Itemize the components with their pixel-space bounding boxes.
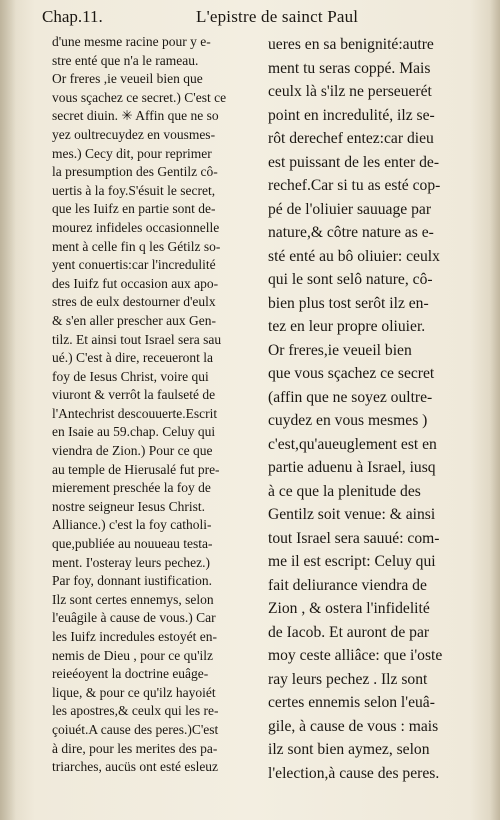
scripture-line: à ce que la plenitude des (268, 482, 421, 500)
commentary-line: à dire, pour les merites des pa- (52, 740, 218, 756)
scripture-line: cuydez en vous mesmes ) (268, 412, 428, 429)
commentary-line: les apostres,& ceulx qui les re- (52, 703, 219, 719)
commentary-line: stre enté que n'a le rameau. (52, 52, 199, 68)
commentary-line: triarches, aucüs ont esté esleuz (52, 759, 219, 775)
commentary-line: des Iuifz fut occasion aux apo- (52, 275, 219, 291)
commentary-line: mes.) Cecy dit, pour reprimer (52, 145, 212, 161)
commentary-line: yez oultrecuydez en vousmes- (52, 126, 216, 142)
commentary-line: & s'en aller prescher aux Gen- (52, 312, 216, 328)
scripture-line: (affin que ne soyez oultre- (268, 388, 433, 406)
scripture-line: c'est,qu'aueuglement est en (268, 435, 437, 453)
scripture-line: Zion , & ostera l'infidelité (268, 600, 430, 617)
running-title: L'epistre de sainct Paul (196, 7, 359, 26)
scripture-line: ceulx là s'ilz ne perseuerét (268, 83, 432, 100)
scripture-line: Gentilz soit venue: & ainsi (268, 506, 436, 523)
scripture-line: rechef.Car si tu as esté cop- (268, 177, 441, 194)
commentary-line: au temple de Hierusalé fut pre- (52, 461, 220, 477)
scripture-line: certes ennemis selon l'euâ- (268, 694, 435, 711)
scripture-line: Or freres,ie veueil bien (268, 341, 412, 359)
scripture-line: de Iacob. Et auront de par (268, 623, 430, 641)
scripture-line: tout Israel sera sauué: com- (268, 529, 440, 547)
scripture-line: est puissant de les enter de- (268, 153, 440, 171)
commentary-line: Ilz sont certes ennemys, selon (52, 591, 214, 607)
commentary-line: stres de eulx destourner d'eulx (52, 294, 216, 310)
commentary-line: viendra de Zion.) Pour ce que (52, 443, 213, 459)
commentary-line: yent conuertis:car l'incredulité (52, 257, 216, 273)
scripture-line: rôt derechef entez:car dieu (268, 130, 434, 147)
scripture-line: me il est escript: Celuy qui (268, 553, 436, 570)
commentary-line: mierement preschée la foy de (52, 480, 211, 496)
commentary-line: secret diuin. ✳ Affin que ne so (52, 108, 219, 124)
scripture-line: que vous sçachez ce secret (268, 365, 435, 382)
scripture-line: bien plus tost serôt ilz en- (268, 294, 429, 312)
commentary-line: ment à celle fin q les Gétilz so- (52, 238, 221, 254)
page-header (36, 4, 472, 30)
scripture-line: partie aduenu à Israel, iusq (268, 459, 436, 476)
commentary-line: que les Iuifz en partie sont de- (52, 201, 216, 217)
scripture-line: ment tu seras coppé. Mais (268, 59, 431, 77)
scripture-line: ilz sont bien aymez, selon (268, 741, 430, 758)
scripture-line: moy ceste alliâce: que i'oste (268, 647, 443, 664)
commentary-line: d'une mesme racine pour y e- (52, 34, 211, 49)
commentary-line: reieéoyent la doctrine euâge- (52, 666, 209, 682)
scripture-line: point en incredulité, ilz se- (268, 106, 435, 124)
commentary-line: ué.) C'est à dire, receueront la (52, 350, 213, 366)
scripture-line: qui le sont selô nature, cô- (268, 271, 433, 288)
scripture-line: ray leurs pechez . Ilz sont (268, 670, 428, 688)
commentary-line: foy de Iesus Christ, voire qui (52, 368, 209, 384)
commentary-line: tilz. Et ainsi tout Israel sera sau (52, 331, 222, 347)
commentary-line: Alliance.) c'est la foy catholi- (52, 517, 212, 533)
scripture-line: pé de l'oliuier sauuage par (268, 200, 432, 218)
commentary-line: l'euâgile à cause de vous.) Car (52, 610, 216, 626)
commentary-column (52, 33, 257, 777)
commentary-line: viuront & verrôt la faulseté de (52, 387, 216, 403)
scripture-line: gile, à cause de vous : mais (268, 717, 439, 735)
scripture-column (268, 33, 478, 785)
scripture-line: l'election,à cause des peres. (268, 764, 440, 782)
commentary-line: l'Antechrist descouuerte.Escrit (52, 405, 218, 421)
commentary-line: Par foy, donnant iustification. (52, 573, 212, 589)
commentary-line: les Iuifz incredules estoyét en- (52, 629, 217, 644)
scripture-line: sté enté au bô oliuier: ceulx (268, 247, 440, 265)
scripture-line: nature,& côtre nature as e- (268, 224, 434, 241)
scripture-line: ueres en sa benignité:autre (268, 36, 434, 53)
page-gutter-shadow (0, 0, 16, 820)
chapter-folio: Chap.11. (42, 7, 103, 26)
scripture-line: tez en leur propre oliuier. (268, 318, 426, 335)
commentary-line: mourez infideles occasionnelle (52, 219, 220, 235)
commentary-line: la presumption des Gentilz cô- (52, 164, 218, 180)
scripture-line: fait deliurance viendra de (268, 576, 427, 594)
page-edge-shadow (490, 0, 500, 820)
commentary-line: çoiuét.A cause des peres.)C'est (52, 721, 219, 737)
commentary-line: vous sçachez ce secret.) C'est ce (52, 89, 227, 105)
commentary-line: nemis de Dieu , pour ce qu'ilz (52, 647, 214, 663)
commentary-line: ment. I'osteray leurs pechez.) (52, 554, 210, 570)
commentary-line: que,publiée au nouueau testa- (52, 536, 213, 552)
commentary-line: uertis à la foy.S'ésuit le secret, (52, 182, 216, 198)
commentary-line: Or freres ,ie veueil bien que (52, 71, 203, 87)
commentary-line: lique, & pour ce qu'ilz hayoiét (52, 684, 216, 700)
commentary-line: en Isaie au 59.chap. Celuy qui (52, 424, 216, 440)
commentary-line: nostre seigneur Iesus Christ. (52, 498, 205, 514)
